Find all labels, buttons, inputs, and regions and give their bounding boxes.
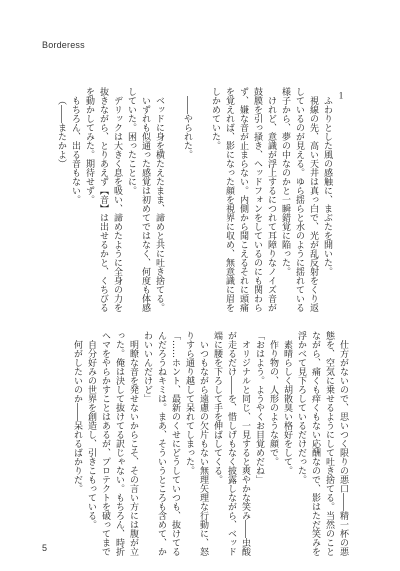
text-column: が走るだけ――を、惜しげもなく披露しながら、ベッド <box>226 331 236 556</box>
text-column: りすら通り越して呆れてしまった。 <box>184 331 194 475</box>
text-column: 態を、空気に乗せるようにして吐き捨てる。当然のこと <box>324 331 334 556</box>
text-column: しかめていた。 <box>210 87 220 150</box>
text-column: デリックは大きく息を吸い、諦めたように全身の力を <box>112 96 122 312</box>
text-column: んだろうねキミは。まあ、そういうところも含めて、か <box>156 331 166 556</box>
text-column: を覚えれば、影になった顔を視界に収め、無意識に眉を <box>224 87 234 312</box>
text-column: 明瞭な音を発せないからこそ、その言い方には腹が立 <box>128 340 138 556</box>
text-column: していた。困ったことに。 <box>126 87 136 195</box>
chapter-number: 1 <box>338 90 344 100</box>
text-column: わいいんだけど」 <box>142 331 152 403</box>
text-column: ベッドに身を横たえたまま、諦めと共に吐き捨てる。 <box>154 96 164 312</box>
text-column: ヘマをやらかすことはあるが、プロテクトを破ってまで <box>100 331 110 556</box>
text-column: いずれも似通った感覚は初めてではなく、何度も体感 <box>140 96 150 312</box>
paragraph-break <box>166 87 180 309</box>
lower-text-block <box>70 331 350 556</box>
text-column: しているのが見える。ゆら揺らと水のように揺れている <box>294 87 304 312</box>
text-column: を動かしてみた。期待せず。 <box>84 87 94 204</box>
text-column: ず、嫌な音が止まらない。内側から聞こえるそれに頭痛 <box>238 87 248 312</box>
text-column: ながら、痛くも痒くもない応酬なので、影はただ笑みを <box>310 331 320 556</box>
text-column: った。俺は決して抜けてる訳じゃない。もちろん、時折 <box>114 331 124 556</box>
running-header-book-title: Borderess <box>42 40 85 50</box>
text-column: 浮かべて見下ろしているだけだった。 <box>296 331 306 484</box>
text-column: 何がしたいのか――呆れるばかりだ。 <box>72 340 82 493</box>
text-column: 作り物の、人形のような顔で。 <box>268 340 278 466</box>
text-column: 視線の先、高い天井は真っ白で、光が乱反射をくり返 <box>308 96 318 312</box>
text-column: けれど、意識が浮上するにつれて耳障りなノイズ音が <box>266 96 276 312</box>
page-number: 5 <box>42 543 48 553</box>
text-column: ――やられた。 <box>182 96 192 159</box>
text-column: 仕方がないので、思いつく限りの悪口――精一杯の悪 <box>338 340 348 556</box>
text-column: 様子から、夢の中なのかと一瞬錯覚に陥った。 <box>280 87 290 276</box>
text-column: いつもながら遠慮の欠片もない無理矢理な行動に、怒 <box>198 340 208 556</box>
text-column: （――またかよ） <box>56 96 66 168</box>
text-column: 「おはよう。ようやくお目覚めだね」 <box>254 331 264 484</box>
text-column: ふわりとした風の感触に、まぶたを開いた。 <box>322 96 332 276</box>
text-column: 「……ホント、最新のくせにどうしていつも、抜けてる <box>170 331 180 556</box>
text-column: 自分好みの世界を創造し、引きこもっている。 <box>86 340 96 529</box>
text-column: 抜きながら、とりあえず【音】は出せるかと、くちびる <box>98 87 108 312</box>
text-column: 端に腰を下ろして手を伸ばしてくる。 <box>212 331 222 484</box>
text-column: 鼓膜を引っ掻き、ヘッドフォンをしているのにも関わら <box>252 87 262 312</box>
text-column: 素晴らしく胡散臭い格好をして。 <box>282 340 292 475</box>
upper-text-block <box>54 87 348 312</box>
paragraph-break <box>194 87 208 309</box>
text-column: もちろん、出る音もない。 <box>70 96 80 204</box>
text-column: オリジナルと同じ、一見すると爽やかな笑み――虫酸 <box>240 340 250 556</box>
